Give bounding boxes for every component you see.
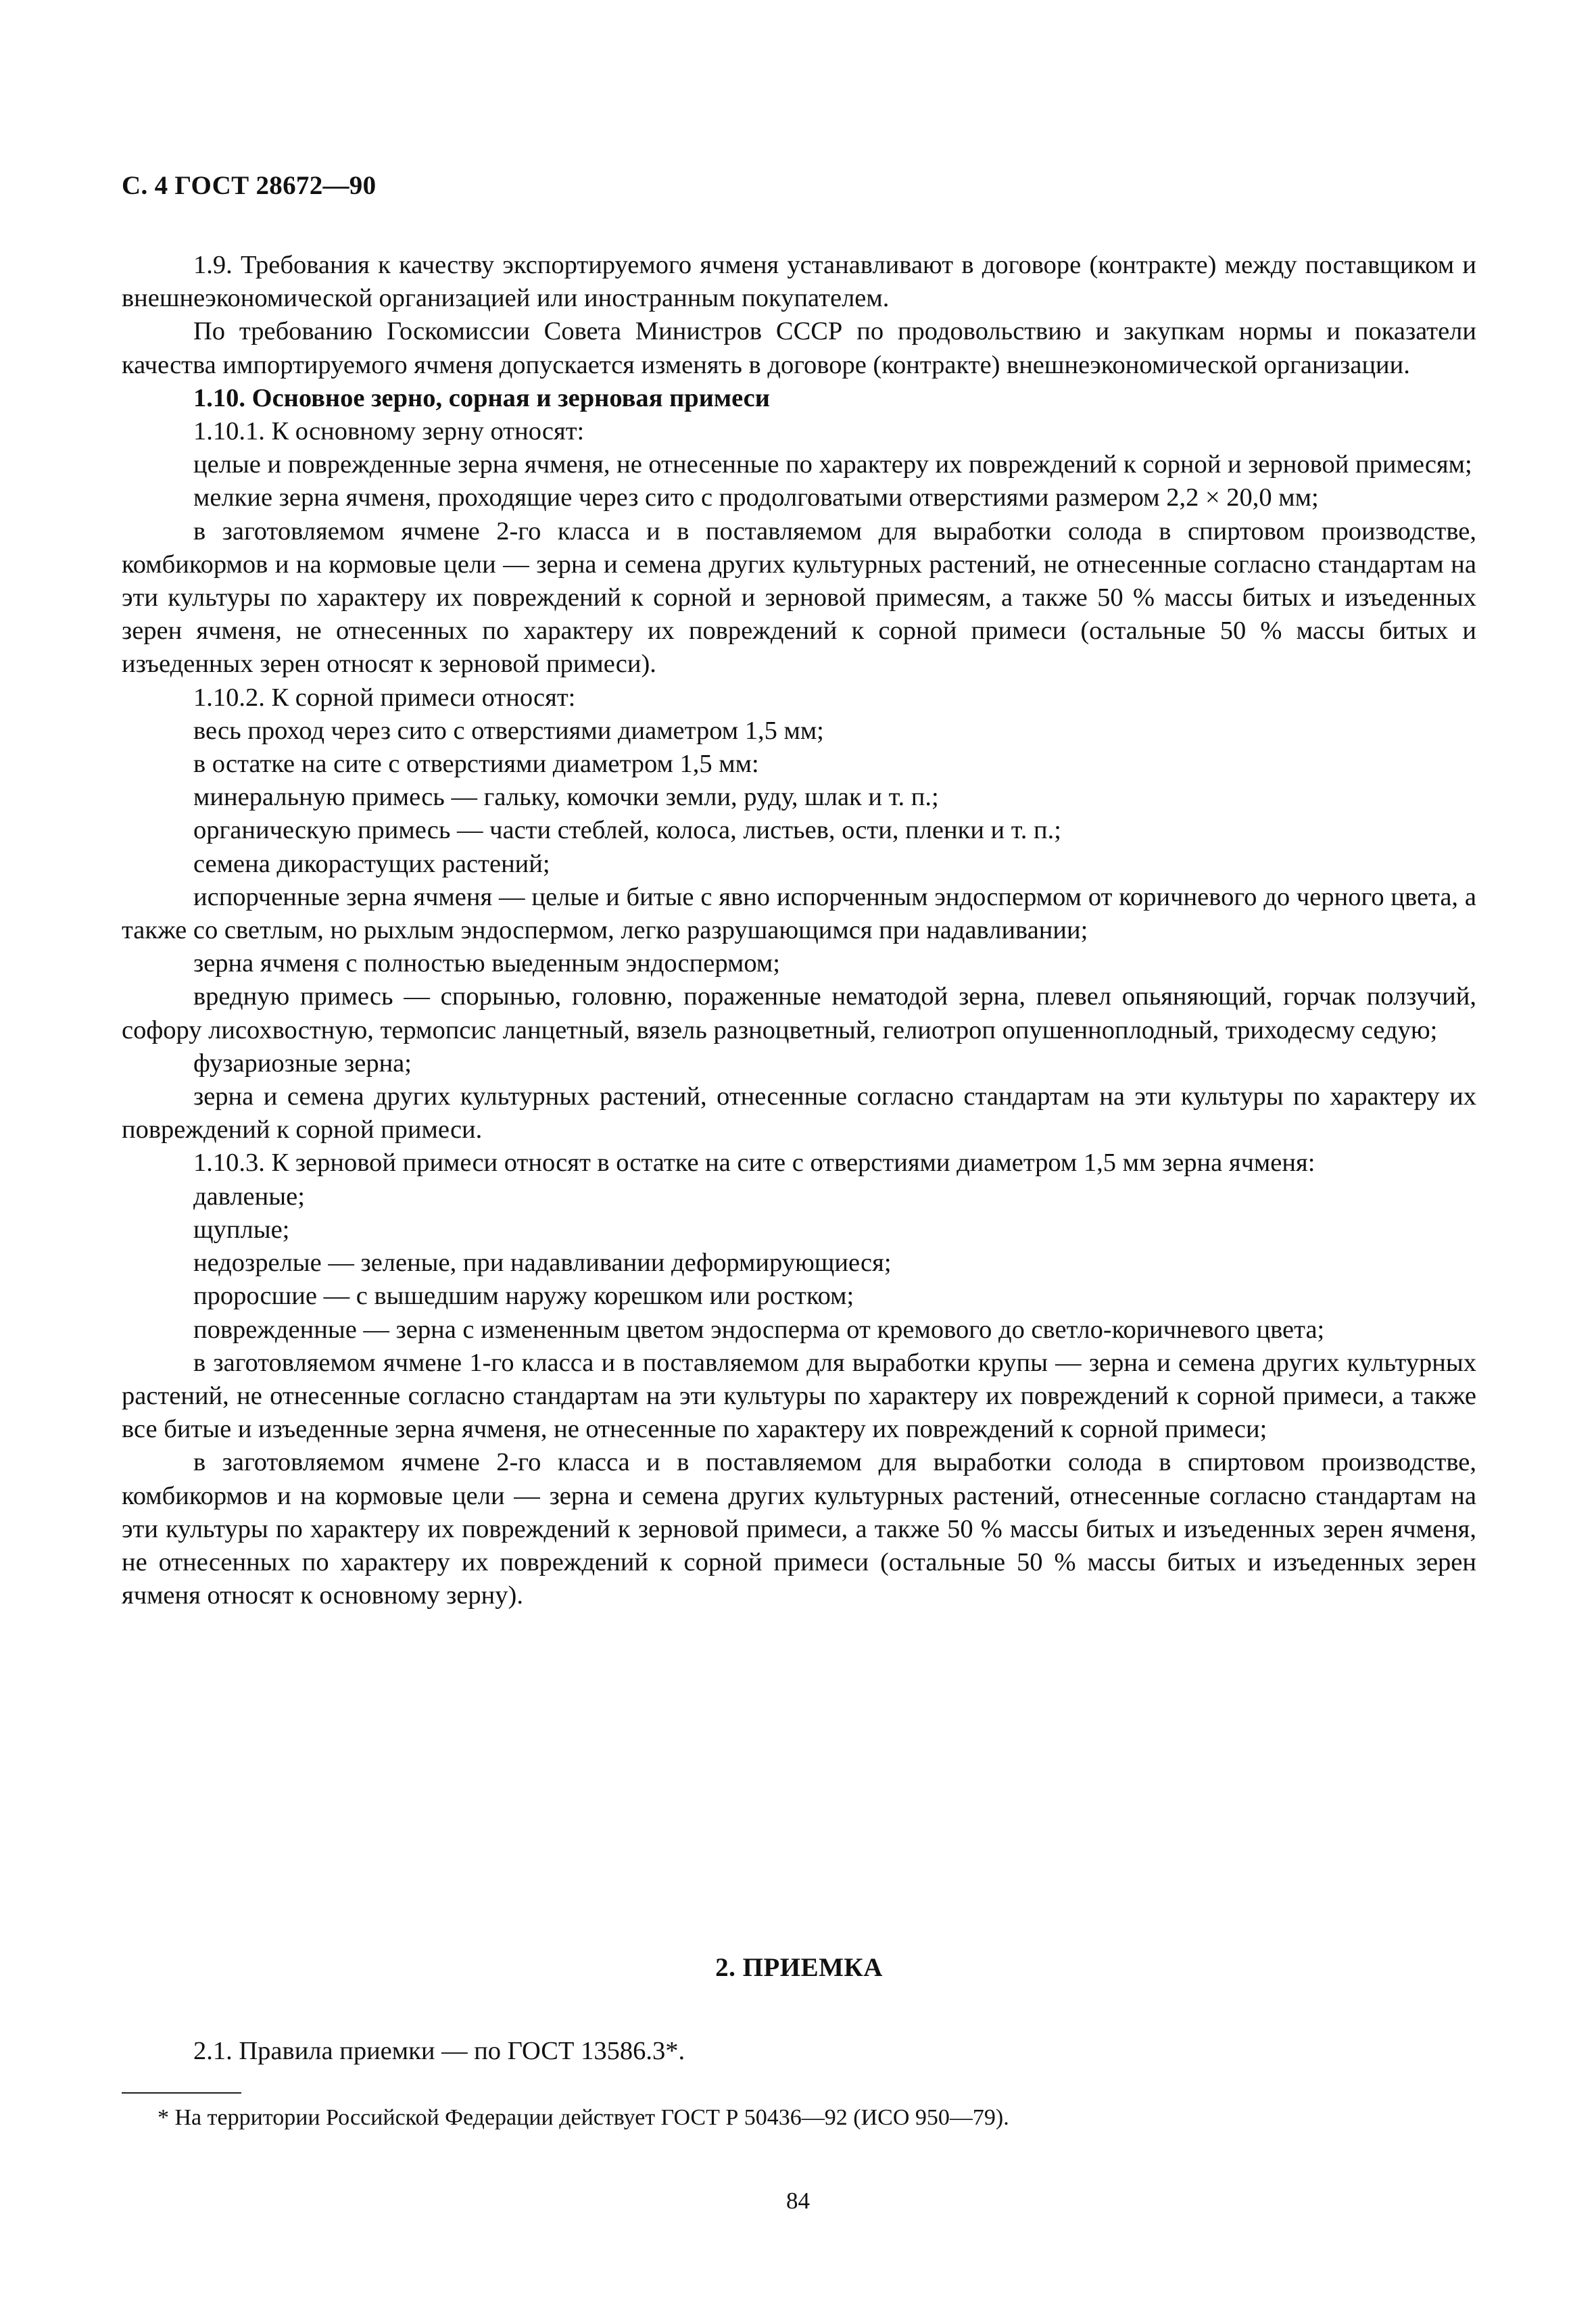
paragraph: в заготовляемом ячмене 2-го класса и в поставляемом для выработки солода в спиртовом производстве, комбикормов и на кормовые цели — зерна и семена других культурных растений, отнесенные согласно стандартам на эти культуры по характеру их повреждений к зерновой примеси, а также 50 % массы битых и изъеденных зерен ячменя, не отнесенных по характеру их повреждений к сорной примеси (остальные 50 % массы битых и изъеденных зерен ячменя относят к основному зерну). [122, 1448, 1476, 1610]
paragraph: целые и поврежденные зерна ячменя, не отнесенные по характеру их повреждений к сорной и зерновой примесям; [193, 450, 1472, 479]
paragraph: 1.9. Требования к качеству экспортируемого ячменя устанавливают в договоре (контракте) между поставщиком и внешнеэкономической организацией или иностранным покупателем. [122, 251, 1476, 313]
page-number: 84 [786, 2188, 810, 2214]
paragraph: По требованию Госкомиссии Совета Министров СССР по продовольствию и закупкам нормы и показатели качества импортируемого ячменя допускается изменять в договоре (контракте) внешнеэкономической организации. [122, 317, 1476, 379]
footnote-divider [122, 2092, 241, 2094]
paragraph: в заготовляемом ячмене 1-го класса и в поставляемом для выработки крупы — зерна и семена других культурных растений, не отнесенные согласно стандартам на эти культуры по характеру их повреждений к сорной примеси, а также все битые и изъеденные зерна ячменя, не отнесенные по характеру их повреждений к сорной примеси; [122, 1348, 1476, 1444]
section-title: 2. ПРИЕМКА [715, 1953, 883, 1982]
paragraph: минеральную примесь — гальку, комочки земли, руду, шлак и т. п.; [193, 783, 939, 812]
paragraph: зерна ячменя с полностью выеденным эндоспермом; [193, 949, 780, 978]
subsection-heading: 1.10. Основное зерно, сорная и зерновая примеси [193, 383, 770, 412]
paragraph: в остатке на сите с отверстиями диаметром 1,5 мм: [193, 750, 759, 779]
page-header: С. 4 ГОСТ 28672—90 [122, 171, 377, 200]
section-paragraph: 2.1. Правила приемки — по ГОСТ 13586.3*. [193, 2037, 685, 2065]
paragraph: весь проход через сито с отверстиями диаметром 1,5 мм; [193, 716, 824, 745]
paragraph: давленые; [193, 1182, 305, 1211]
paragraph: щуплые; [193, 1215, 290, 1244]
paragraph: в заготовляемом ячмене 2-го класса и в поставляемом для выработки солода в спиртовом производстве, комбикормов и на кормовые цели — зерна и семена других культурных растений, не отнесенные согласно стандартам на эти культуры по характеру их повреждений к сорной и зерновой примесям, а также 50 % массы битых и изъеденных зерен ячменя, не отнесенных по характеру их повреждений к сорной примеси (остальные 50 % массы битых и изъеденных зерен относят к зерновой примеси). [122, 516, 1476, 679]
paragraph: мелкие зерна ячменя, проходящие через сито с продолговатыми отверстиями размером 2,2 × 20,0 мм; [193, 483, 1319, 512]
paragraph: зерна и семена других культурных растений, отнесенные согласно стандартам на эти культуры по характеру их повреждений к сорной примеси. [122, 1082, 1476, 1144]
paragraph: фузариозные зерна; [193, 1048, 412, 1078]
body-text [122, 249, 1476, 1612]
paragraph: недозрелые — зеленые, при надавливании деформирующиеся; [193, 1249, 892, 1278]
paragraph: проросшие — с вышедшим наружу корешком или ростком; [193, 1282, 854, 1311]
paragraph: 1.10.1. К основному зерну относят: [193, 417, 585, 446]
paragraph: 1.10.3. К зерновой примеси относят в остатке на сите с отверстиями диаметром 1,5 мм зерна ячменя: [193, 1149, 1315, 1178]
footnote: * На территории Российской Федерации действует ГОСТ Р 50436—92 (ИСО 950—79). [158, 2105, 1009, 2130]
paragraph: семена дикорастущих растений; [193, 849, 550, 878]
paragraph: органическую примесь — части стеблей, колоса, листьев, ости, пленки и т. п.; [193, 816, 1061, 845]
paragraph: вредную примесь — спорынью, головню, пораженные нематодой зерна, плевел опьяняющий, горчак ползучий, софору лисохвостную, термопсис ланцетный, вязель разноцветный, гелиотроп опушенноплодный, триходесму седую; [122, 982, 1476, 1044]
paragraph: 1.10.2. К сорной примеси относят: [193, 683, 576, 712]
paragraph: поврежденные — зерна с измененным цветом эндосперма от кремового до светло-коричневого цвета; [193, 1315, 1325, 1344]
paragraph: испорченные зерна ячменя — целые и битые с явно испорченным эндоспермом от коричневого до черного цвета, а также со светлым, но рыхлым эндоспермом, легко разрушающимся при надавливании; [122, 882, 1476, 945]
